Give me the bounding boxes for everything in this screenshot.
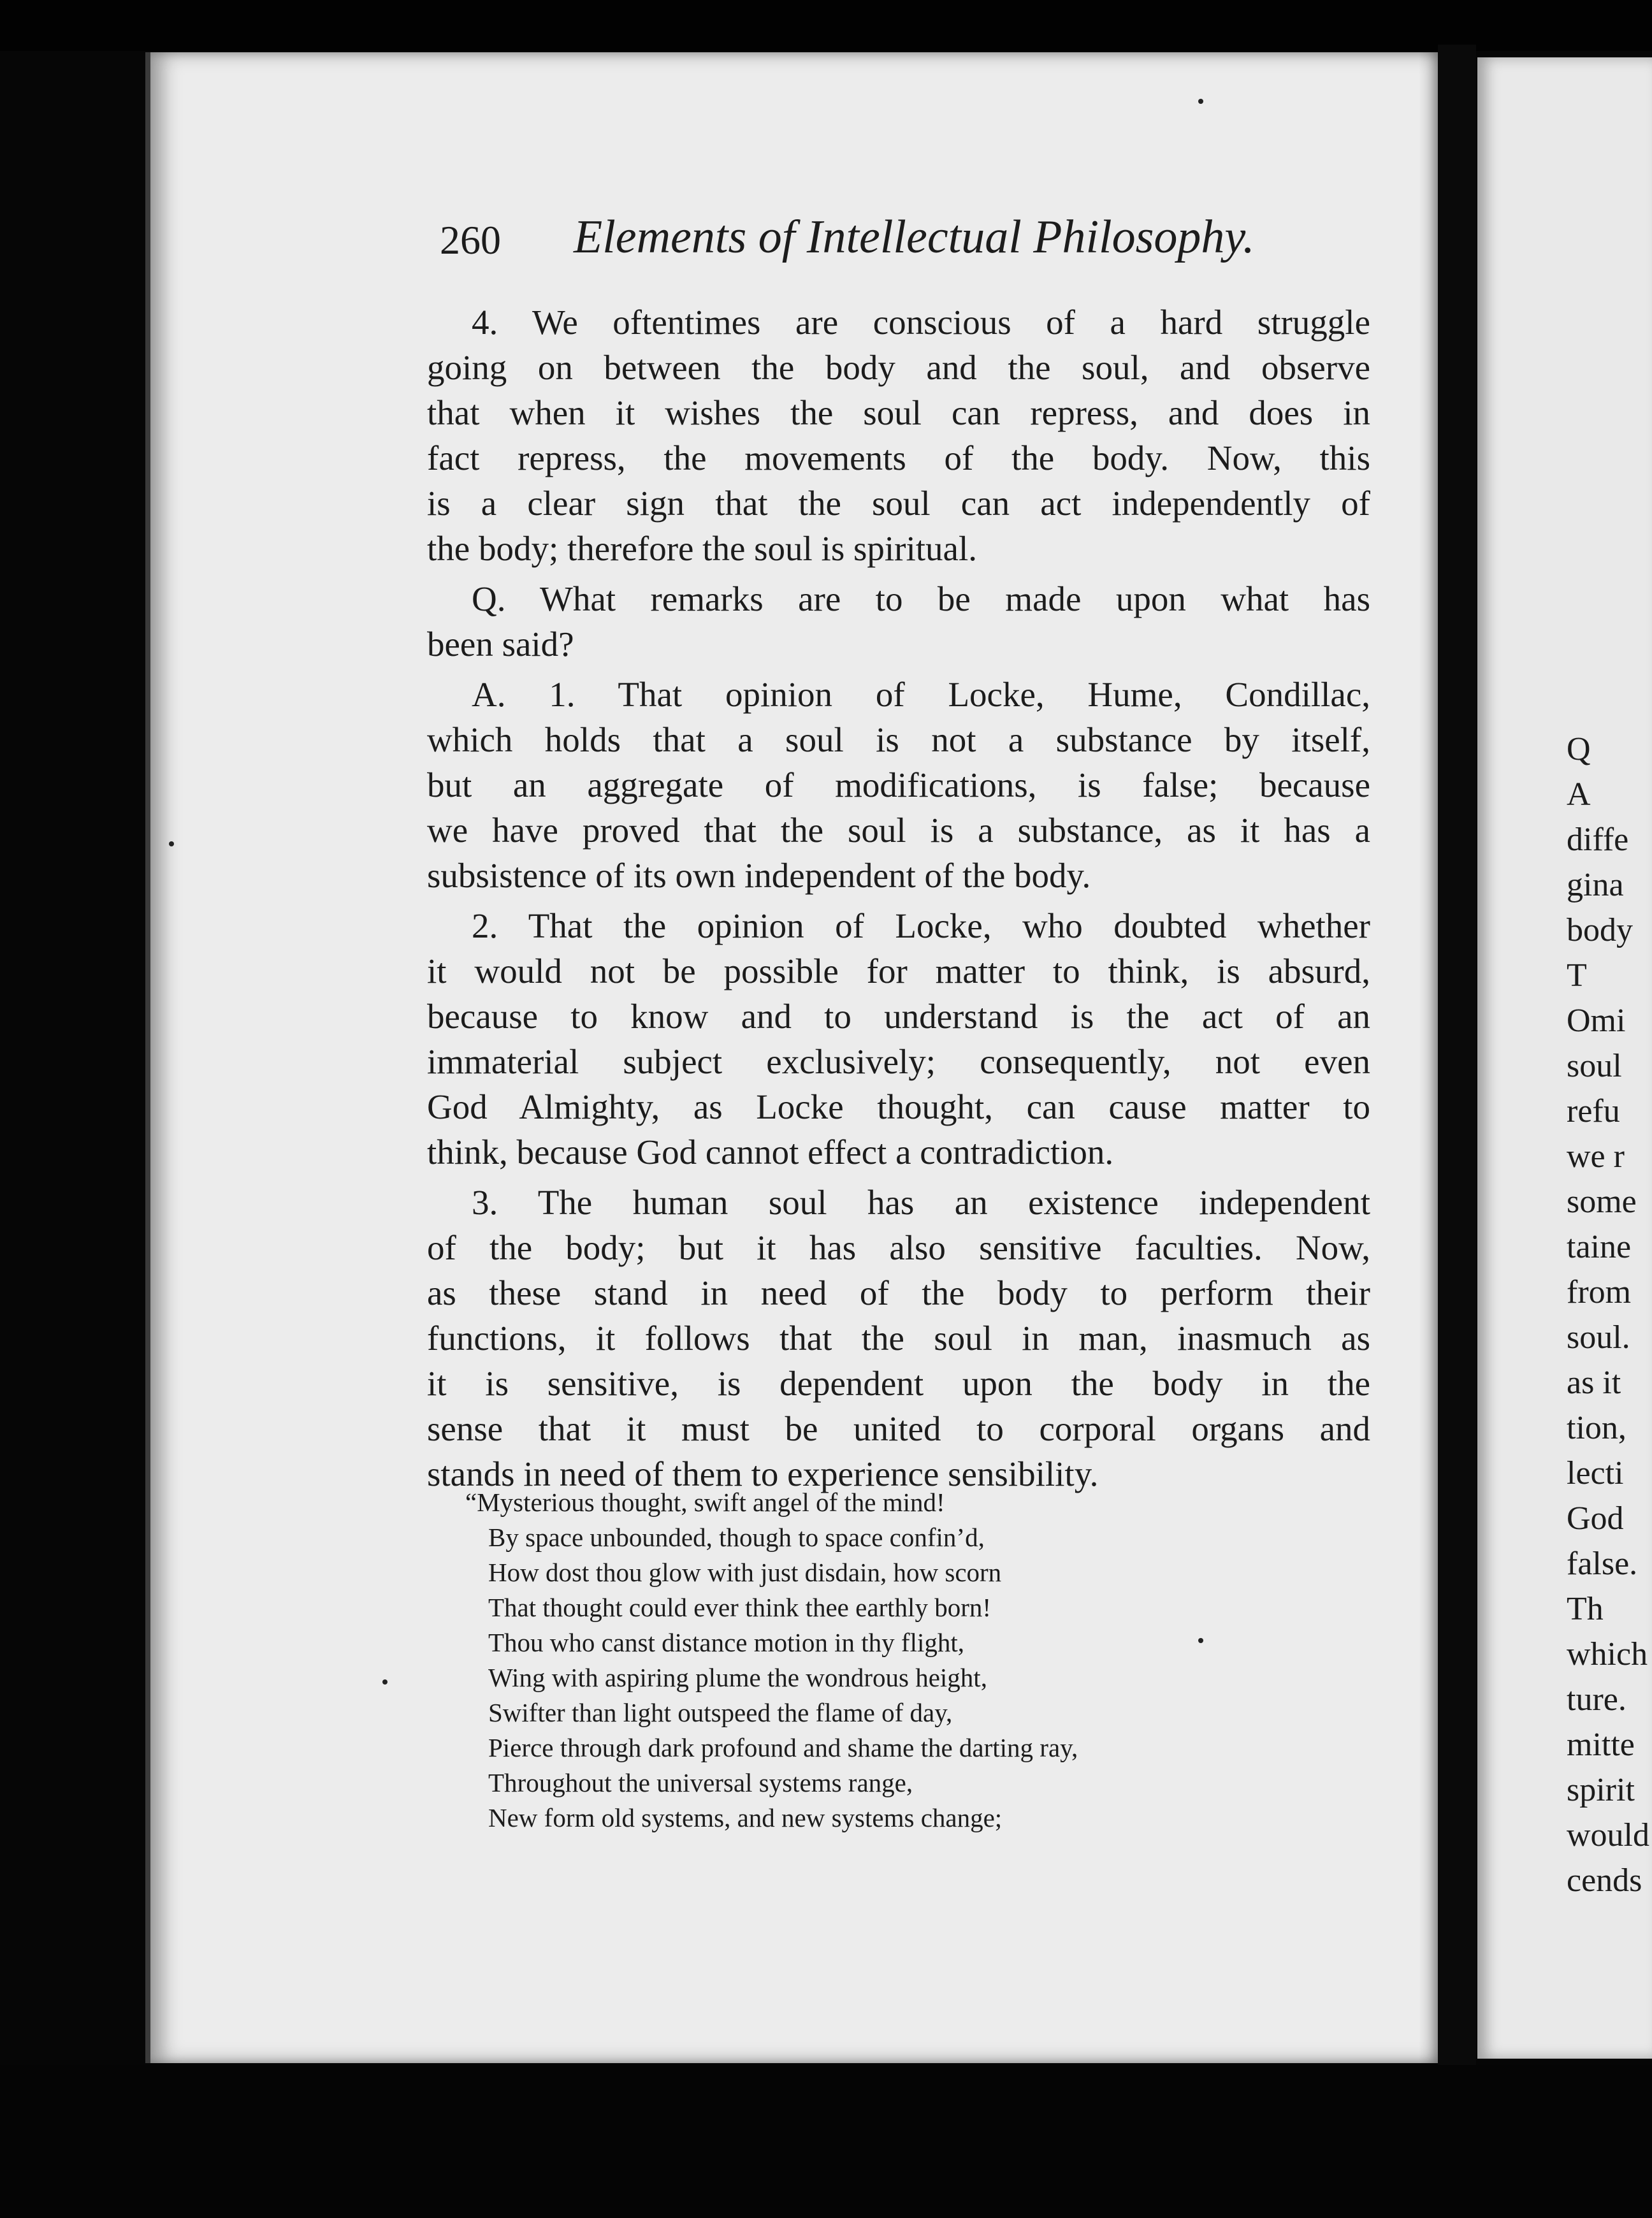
facing-page-line: body (1567, 912, 1633, 948)
page-number: 260 (440, 217, 501, 263)
paragraph-4 (427, 300, 1370, 571)
facing-page-line: T (1567, 957, 1587, 994)
facing-page-line: as it (1567, 1365, 1621, 1401)
poem-line: How dost thou glow with just disdain, how scorn (488, 1558, 1002, 1587)
text-line: the body; therefore the soul is spiritual. (427, 529, 978, 568)
facing-page-line: soul (1567, 1048, 1622, 1084)
scan-border-bottom (0, 2065, 1652, 2218)
text-line: 4. We oftentimes are conscious of a hard struggle (472, 303, 1370, 342)
text-line: it would not be possible for matter to think, is absurd, (427, 952, 1370, 990)
text-line: but an aggregate of modifications, is false; because (427, 765, 1370, 804)
poem-line: Swifter than light outspeed the flame of day, (488, 1698, 953, 1727)
paragraph-answer-1 (427, 672, 1370, 898)
facing-page-line: Q (1567, 731, 1591, 767)
poem-line: By space unbounded, though to space confin’d, (488, 1523, 985, 1552)
text-line: is a clear sign that the soul can act independently of (427, 484, 1370, 523)
scan-speck (1198, 99, 1203, 104)
text-line: been said? (427, 625, 574, 663)
facing-page-line: false. (1567, 1546, 1638, 1582)
facing-page-line: ture. (1567, 1681, 1627, 1718)
poem-line: New form old systems, and new systems change; (488, 1803, 1003, 1832)
text-line: 3. The human soul has an existence independent (472, 1183, 1370, 1222)
text-line: we have proved that the soul is a substance, as it has a (427, 811, 1370, 850)
text-line: of the body; but it has also sensitive faculties. Now, (427, 1228, 1370, 1267)
text-line: 2. That the opinion of Locke, who doubted whether (472, 906, 1370, 945)
running-title: Elements of Intellectual Philosophy. (574, 211, 1255, 263)
paragraph-answer-2 (427, 903, 1370, 1175)
facing-page-line: which (1567, 1636, 1648, 1672)
facing-page-line: gina (1567, 867, 1624, 903)
text-line: which holds that a soul is not a substance by itself, (427, 720, 1370, 759)
page-header (440, 210, 1377, 280)
poem-line: Thou who canst distance motion in thy flight, (488, 1628, 965, 1657)
facing-page-line: cends (1567, 1862, 1642, 1899)
text-line: because to know and to understand is the act of an (427, 997, 1370, 1036)
facing-page-line: God (1567, 1500, 1624, 1537)
book-gutter (1438, 45, 1476, 2071)
facing-page-line: would (1567, 1817, 1649, 1853)
facing-page-line: A (1567, 776, 1591, 813)
facing-page-line: Omi (1567, 1003, 1626, 1039)
scan-speck (382, 1679, 388, 1685)
poem-line: Wing with aspiring plume the wondrous height, (488, 1663, 987, 1692)
scan-speck (169, 841, 174, 846)
text-line: subsistence of its own independent of the body. (427, 856, 1091, 895)
poem-line: “Mysterious thought, swift angel of the mind! (465, 1488, 945, 1517)
facing-page-line: from (1567, 1274, 1632, 1310)
facing-page-line: diffe (1567, 822, 1629, 858)
body-text (427, 300, 1370, 1502)
text-line: think, because God cannot effect a contradiction. (427, 1133, 1114, 1171)
poem-line: That thought could ever think thee earthly born! (488, 1593, 992, 1622)
facing-page-text (1567, 727, 1652, 1903)
facing-page-line: Th (1567, 1591, 1604, 1627)
scan-border-top (0, 0, 1652, 51)
poem-line: Pierce through dark profound and shame the darting ray, (488, 1733, 1078, 1762)
text-line: going on between the body and the soul, and observe (427, 348, 1370, 387)
facing-page-line: lecti (1567, 1455, 1624, 1491)
text-line: fact repress, the movements of the body. Now, this (427, 439, 1370, 477)
text-line: God Almighty, as Locke thought, can cause matter to (427, 1087, 1370, 1126)
text-line: functions, it follows that the soul in man, inasmuch as (427, 1319, 1370, 1358)
paragraph-answer-3 (427, 1180, 1370, 1497)
text-line: Q. What remarks are to be made upon what has (472, 579, 1370, 618)
text-line: as these stand in need of the body to perform their (427, 1273, 1370, 1312)
text-line: immaterial subject exclusively; consequently, not even (427, 1042, 1370, 1081)
paragraph-question (427, 576, 1370, 667)
text-line: that when it wishes the soul can repress, and does in (427, 393, 1370, 432)
facing-page-line: some (1567, 1184, 1637, 1220)
facing-page-line: tion, (1567, 1410, 1627, 1446)
text-line: sense that it must be united to corporal organs and (427, 1409, 1370, 1448)
poem-line: Throughout the universal systems range, (488, 1768, 913, 1797)
facing-page-line: spirit (1567, 1772, 1635, 1808)
facing-page-line: mitte (1567, 1727, 1635, 1763)
facing-page-line: taine (1567, 1229, 1632, 1265)
facing-page-line: soul. (1567, 1319, 1630, 1356)
facing-page-line: refu (1567, 1093, 1620, 1129)
text-line: A. 1. That opinion of Locke, Hume, Condillac, (472, 675, 1370, 714)
facing-page-line: we r (1567, 1138, 1625, 1175)
text-line: it is sensitive, is dependent upon the body in the (427, 1364, 1370, 1403)
scan-speck (1198, 1638, 1203, 1643)
poem-quotation (465, 1485, 1313, 1836)
text-line: stands in need of them to experience sensibility. (427, 1454, 1099, 1493)
